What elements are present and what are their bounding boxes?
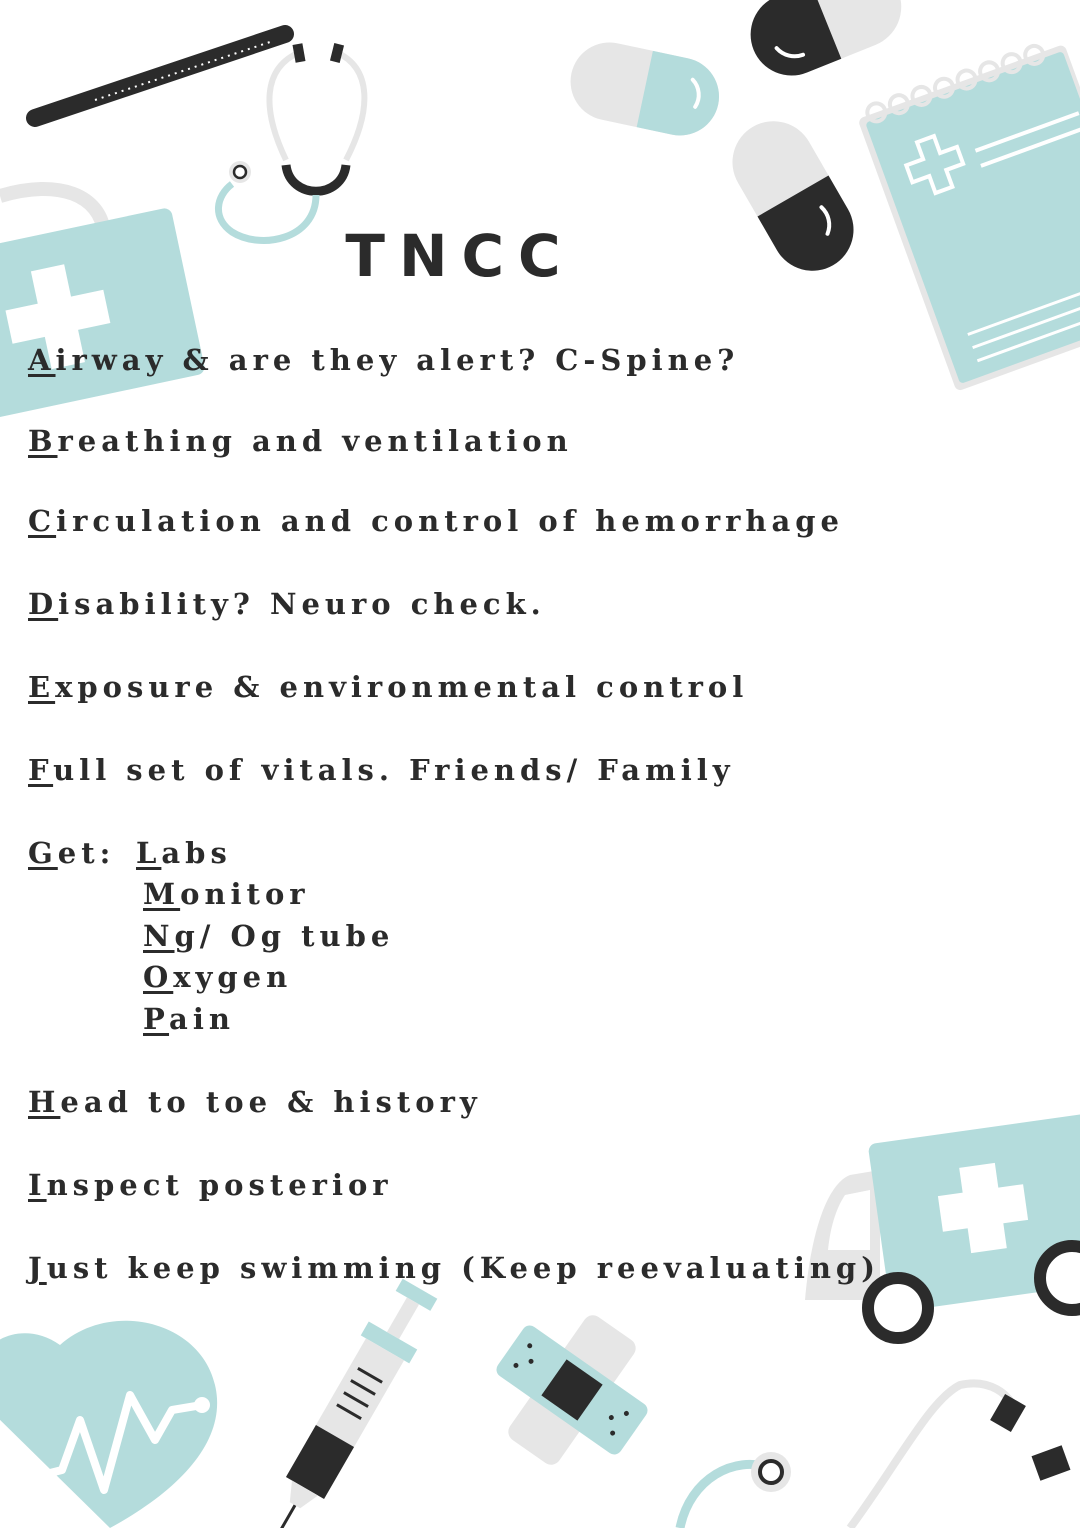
syringe-icon	[241, 1275, 444, 1528]
stethoscope-icon	[218, 43, 364, 240]
item-initial: I	[28, 1168, 47, 1202]
item-initial: H	[28, 1085, 61, 1119]
item-initial: D	[28, 587, 59, 621]
item-initial: A	[28, 343, 56, 377]
subitem-initial: O	[143, 960, 174, 994]
list-item	[28, 343, 739, 377]
get-subitem	[143, 960, 292, 994]
thermometer-icon	[35, 34, 285, 118]
item-initial: G	[28, 836, 58, 870]
item-text: ead to toe & history	[60, 1085, 482, 1119]
list-item	[28, 424, 573, 458]
list-item	[28, 1251, 880, 1285]
item-text: irway & are they alert? C-Spine?	[55, 343, 740, 377]
bandage-icon	[468, 1286, 677, 1495]
item-text: ull set of vitals. Friends/ Family	[53, 753, 735, 787]
page-title: TNCC	[345, 222, 575, 290]
heart-pulse-icon	[0, 1321, 217, 1528]
item-text: irculation and control of hemorrhage	[56, 504, 844, 538]
list-item	[28, 753, 735, 787]
subitem-initial: N	[143, 919, 175, 953]
list-item	[28, 1085, 482, 1119]
get-subitem	[143, 1002, 235, 1036]
item-initial: F	[28, 753, 54, 787]
subitem-text: onitor	[180, 877, 310, 911]
get-subitem	[136, 836, 232, 870]
subitem-text: abs	[161, 836, 232, 870]
stethoscope-icon	[680, 1383, 1070, 1528]
subitem-text: xygen	[173, 960, 293, 994]
get-subitem	[143, 877, 310, 911]
item-text: isability? Neuro check.	[58, 587, 546, 621]
list-item	[28, 670, 748, 704]
item-initial: E	[28, 670, 56, 704]
subitem-initial: P	[143, 1002, 170, 1036]
ambulance-icon	[805, 1112, 1080, 1338]
list-item	[28, 1168, 393, 1202]
get-subitem	[143, 919, 394, 953]
item-text: reathing and ventilation	[57, 424, 573, 458]
item-text: ust keep swimming (Keep reevaluating)	[46, 1251, 880, 1285]
list-item	[28, 587, 546, 621]
get-label	[28, 836, 115, 870]
subitem-initial: L	[136, 836, 162, 870]
item-text: et:	[57, 836, 116, 870]
item-text: xposure & environmental control	[55, 670, 749, 704]
list-item	[28, 504, 844, 538]
item-initial: B	[28, 424, 58, 458]
subitem-text: g/ Og tube	[174, 919, 395, 953]
item-initial: C	[28, 504, 57, 538]
subitem-text: ain	[169, 1002, 235, 1036]
notebook-icon	[854, 36, 1080, 392]
item-initial: J	[28, 1251, 47, 1285]
subitem-initial: M	[143, 877, 181, 911]
item-text: nspect posterior	[46, 1168, 393, 1202]
